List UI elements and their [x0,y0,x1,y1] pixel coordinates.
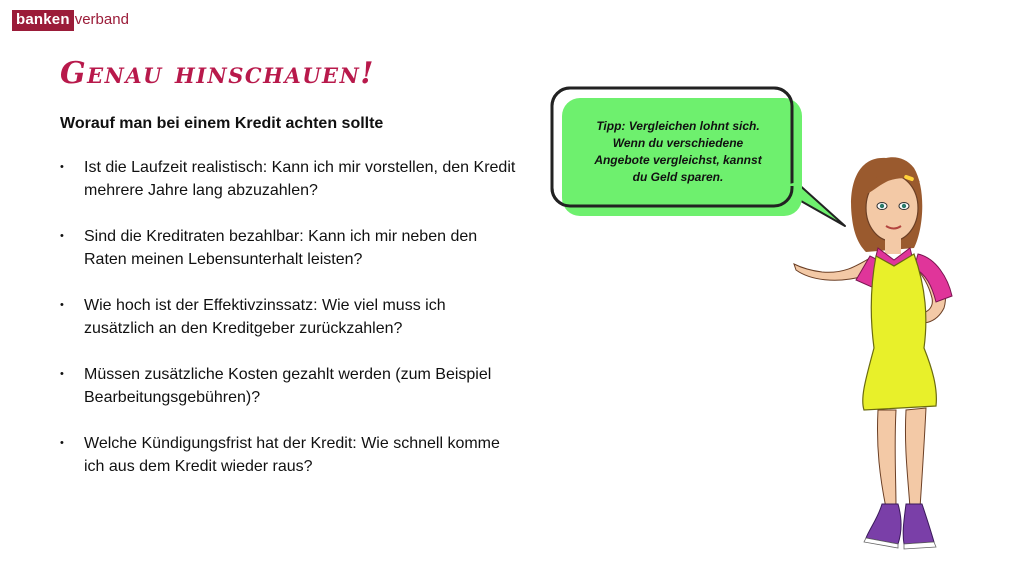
bullet-item: • Sind die Kreditraten bezahlbar: Kann ich mir neben den Raten meinen Lebensunterhalt leisten? [60,225,520,271]
tip-line: Angebote vergleichst, kannst [594,153,762,167]
logo-brand: banken [12,10,74,31]
slide-title: Genau hinschauen! [60,56,375,91]
girl-illustration [786,148,1006,568]
bullet-list [60,156,520,478]
slide-subtitle: Worauf man bei einem Kredit achten sollte [60,115,384,132]
bullet-item: • Ist die Laufzeit realistisch: Kann ich mir vorstellen, den Kredit mehrere Jahre lang abzuzahlen? [60,156,520,202]
content-block [60,114,520,501]
bullet-item: • Wie hoch ist der Effektivzinssatz: Wie viel muss ich zusätzlich an den Kreditgeber zurückzahlen? [60,294,520,340]
tip-line: du Geld sparen. [632,170,724,184]
bullet-item: • Welche Kündigungsfrist hat der Kredit: Wie schnell komme ich aus dem Kredit wieder raus? [60,432,520,478]
tip-text [578,118,778,186]
tip-line: Tipp: Vergleichen lohnt sich. [596,119,760,133]
logo-rest: verband [74,11,129,28]
tip-line: Wenn du verschiedene [612,136,744,150]
bullet-item: • Müssen zusätzliche Kosten gezahlt werden (zum Beispiel Bearbeitungsgebühren)? [60,363,520,409]
bankenverband-logo [12,9,129,31]
